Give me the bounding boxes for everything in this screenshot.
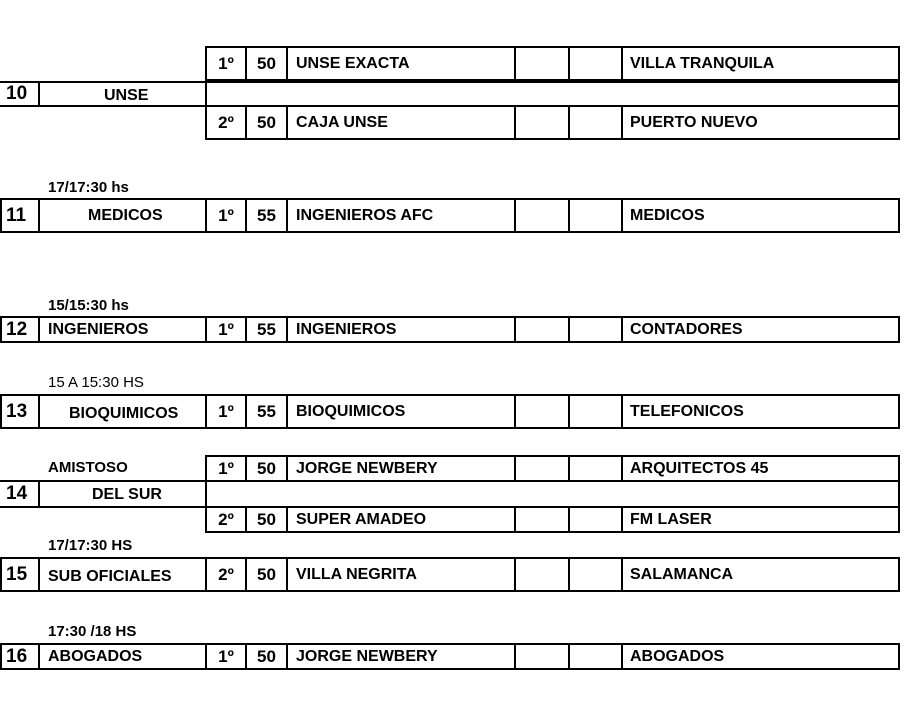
category-cell: 50 [247,559,288,590]
group-divider [898,480,900,508]
home-score-cell [516,396,570,427]
group-divider [0,480,900,482]
group-number: 12 [0,318,40,341]
home-team-cell: CAJA UNSE [288,107,516,138]
division-cell: 2º [207,107,247,138]
home-score-cell [516,559,570,590]
category-cell: 55 [247,396,288,427]
group-divider [898,81,900,107]
group-number: 16 [0,645,40,668]
group-number: 15 [0,559,40,590]
group-divider [205,81,207,107]
division-cell: 2º [207,508,247,531]
category-cell: 50 [247,645,288,668]
category-cell: 55 [247,318,288,341]
group-divider [0,81,900,83]
match-row [205,105,900,140]
home-team-cell: INGENIEROS [288,318,516,341]
match-row [205,316,900,343]
home-team-cell: UNSE EXACTA [288,48,516,79]
group-divider [0,105,207,107]
category-cell: 50 [247,508,288,531]
home-score-cell [516,645,570,668]
home-score-cell [516,200,570,231]
category-cell: 50 [247,107,288,138]
category-cell: 50 [247,48,288,79]
away-team-cell: FM LASER [630,510,712,528]
away-score-cell [570,457,623,480]
division-cell: 1º [207,200,247,231]
home-team-cell: JORGE NEWBERY [288,457,516,480]
away-team-cell: ABOGADOS [630,647,725,665]
group-number: 10 [0,83,40,105]
match-row [205,643,900,670]
away-score-cell [570,200,623,231]
division-cell: 1º [207,396,247,427]
home-score-cell [516,107,570,138]
away-team-cell: SALAMANCA [630,565,734,583]
division-cell: 1º [207,318,247,341]
division-cell: 2º [207,559,247,590]
home-team-cell: BIOQUIMICOS [288,396,516,427]
club-name: BIOQUIMICOS [69,405,179,422]
match-row [205,198,900,233]
category-cell: 50 [247,457,288,480]
schedule-note: 15/15:30 hs [48,297,129,314]
home-team-cell: INGENIEROS AFC [288,200,516,231]
away-team-cell: TELEFONICOS [630,402,744,420]
match-row [205,394,900,429]
schedule-note: 17:30 /18 HS [48,623,137,640]
away-score-cell [570,318,623,341]
away-score-cell [570,107,623,138]
home-team-cell: VILLA NEGRITA [288,559,516,590]
home-score-cell [516,318,570,341]
club-name: UNSE [104,87,149,104]
schedule-note: 15 A 15:30 HS [48,374,144,391]
away-score-cell [570,48,623,79]
division-cell: 1º [207,645,247,668]
home-team-cell: JORGE NEWBERY [288,645,516,668]
home-score-cell [516,48,570,79]
away-score-cell [570,559,623,590]
category-cell: 55 [247,200,288,231]
match-row [205,506,900,533]
schedule-note: AMISTOSO [48,459,128,476]
division-cell: 1º [207,48,247,79]
away-score-cell [570,645,623,668]
group-number: 14 [0,482,40,506]
match-row [205,455,900,482]
schedule-note: 17/17:30 HS [48,537,133,554]
group-number: 13 [0,396,40,427]
schedule-note: 17/17:30 hs [48,179,129,196]
club-name: SUB OFICIALES [48,568,172,585]
away-team-cell: MEDICOS [630,206,705,224]
club-name: DEL SUR [92,486,162,503]
away-team-cell: ARQUITECTOS 45 [630,459,769,477]
group-divider [0,506,207,508]
home-score-cell [516,508,570,531]
group-divider [205,480,207,508]
club-name: ABOGADOS [48,648,143,665]
division-cell: 1º [207,457,247,480]
away-team-cell: PUERTO NUEVO [630,113,758,131]
match-row [205,557,900,592]
match-row [205,46,900,81]
club-name: INGENIEROS [48,321,149,338]
away-score-cell [570,396,623,427]
club-name: MEDICOS [88,207,163,224]
group-number: 11 [0,200,40,231]
away-score-cell [570,508,623,531]
away-team-cell: CONTADORES [630,320,743,338]
away-team-cell: VILLA TRANQUILA [630,54,775,72]
home-team-cell: SUPER AMADEO [288,508,516,531]
home-score-cell [516,457,570,480]
